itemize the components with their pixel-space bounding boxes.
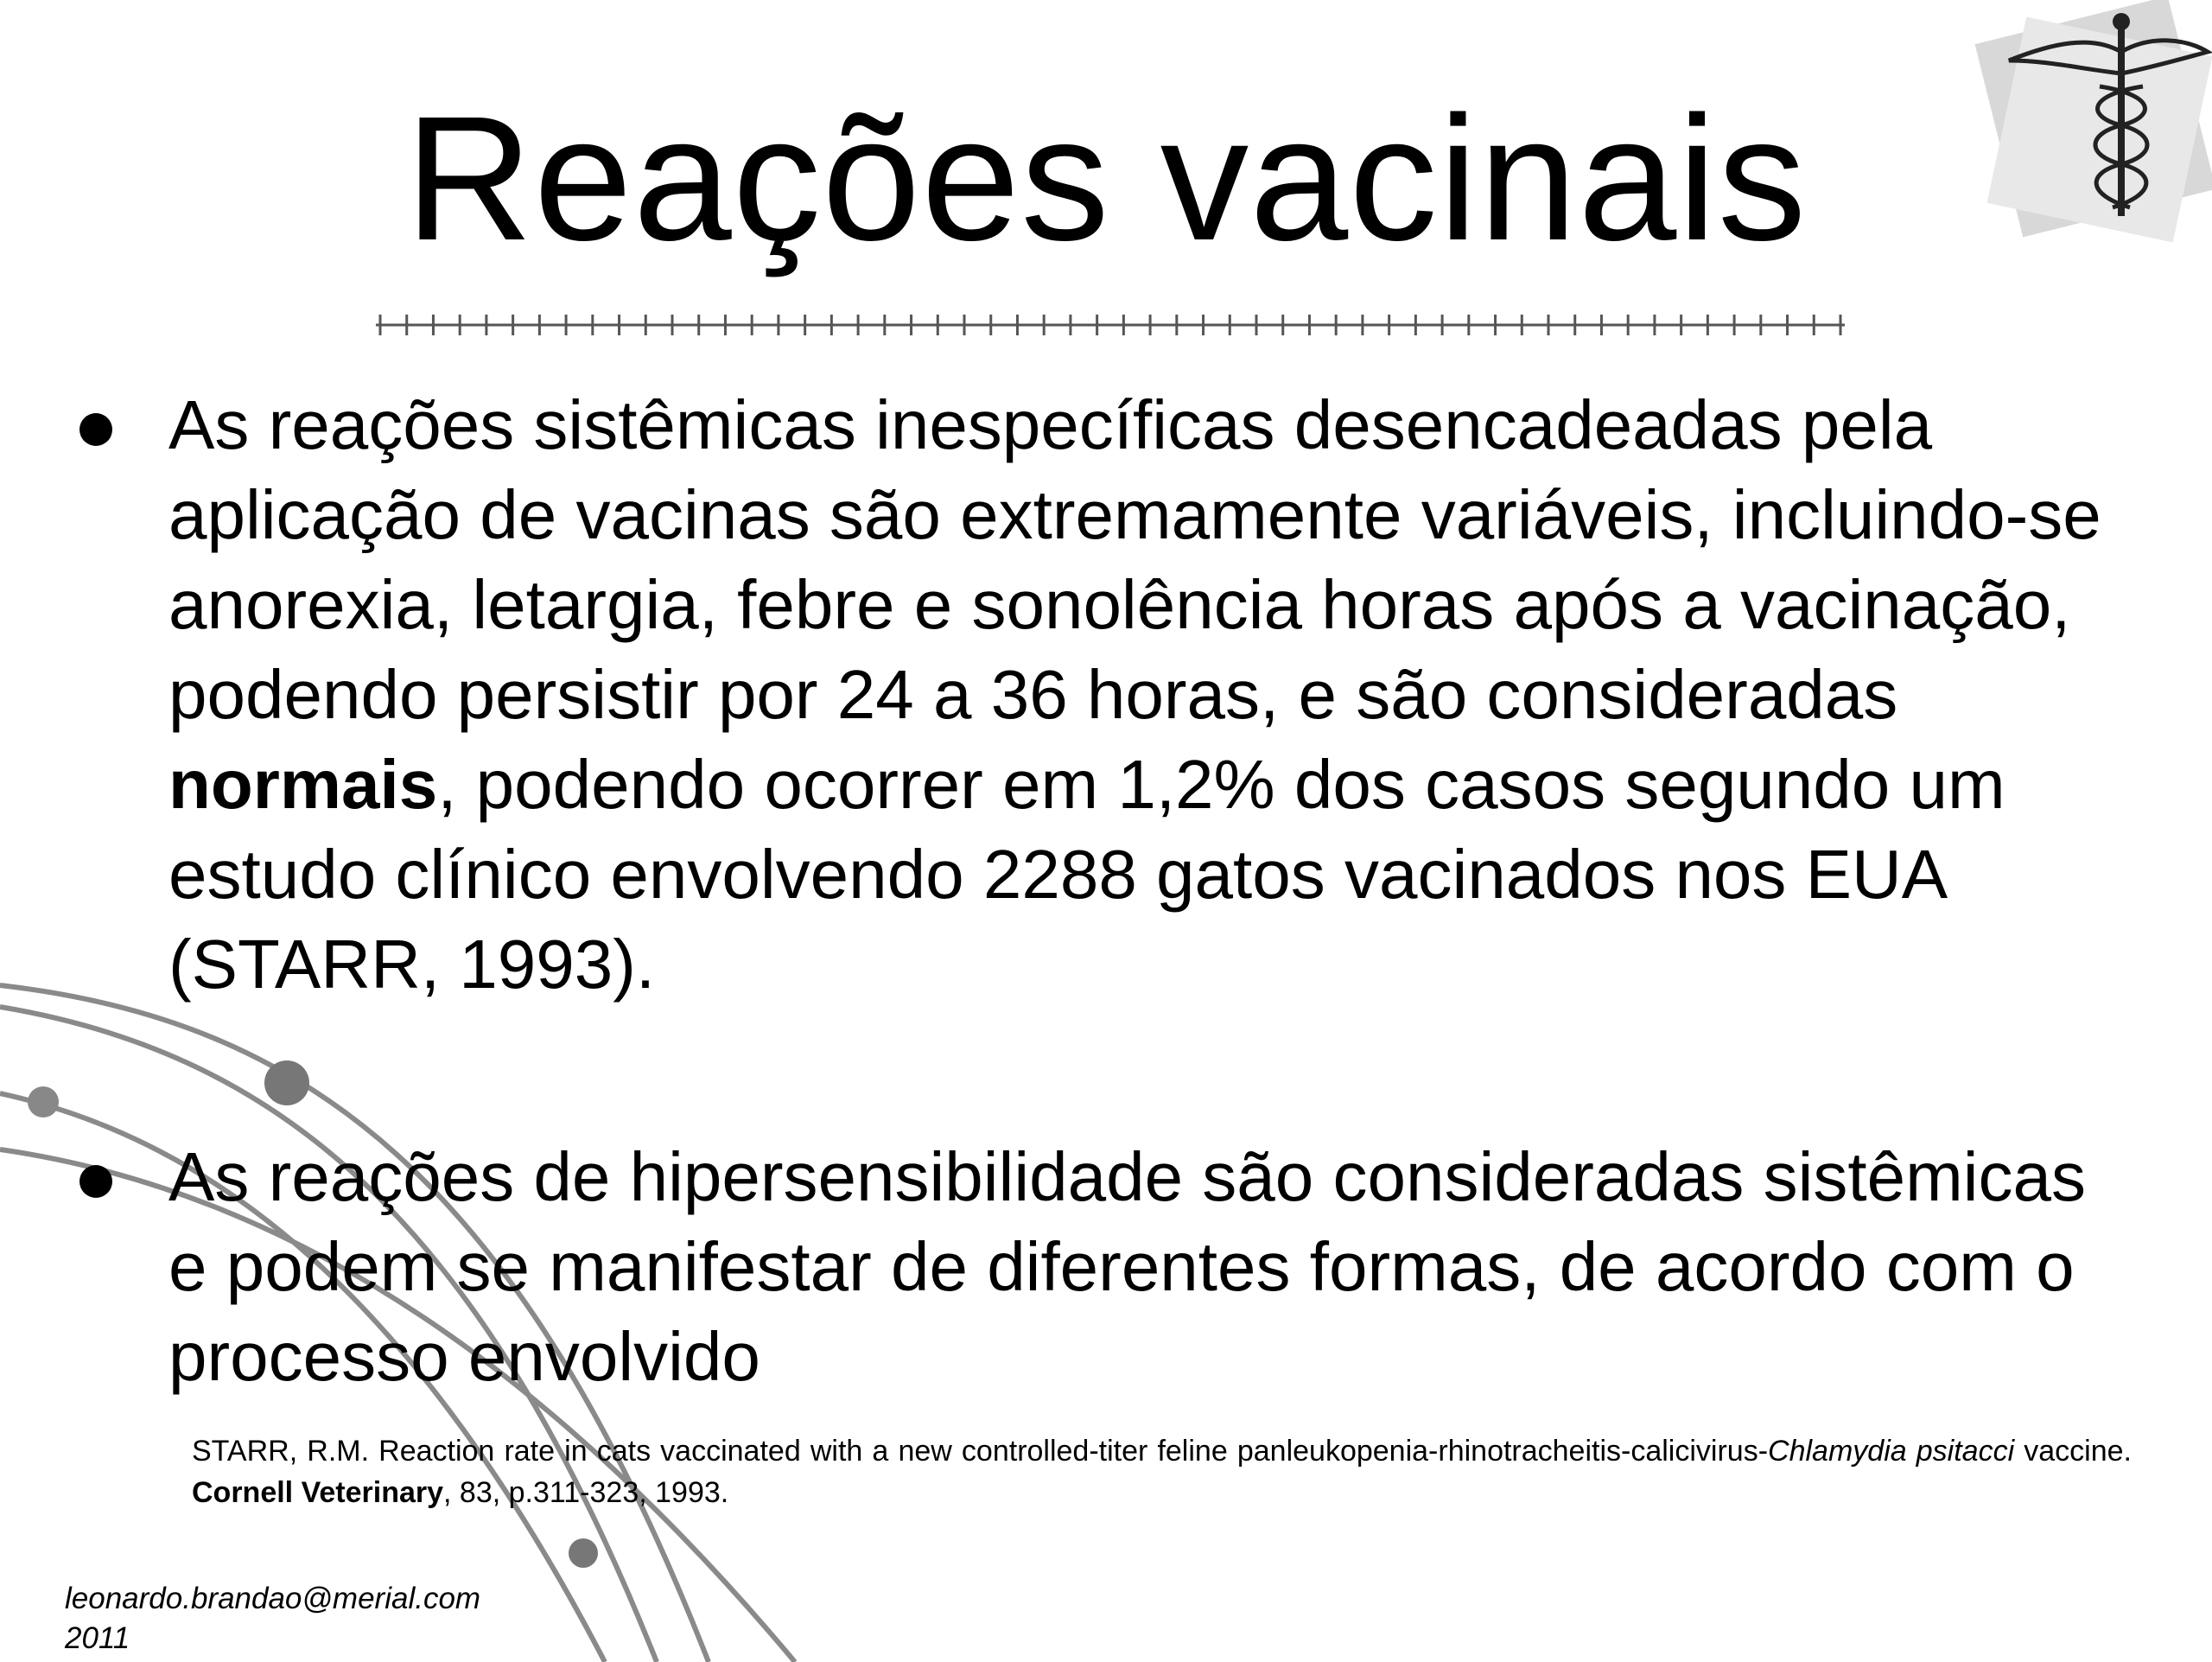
reference-volume-pages: , 83, p.311-323, 1993. bbox=[443, 1476, 729, 1509]
bibliographic-reference bbox=[192, 1430, 2132, 1513]
footer-email: leonardo.brandao@merial.com bbox=[65, 1582, 481, 1615]
bullet-dot bbox=[79, 413, 112, 446]
bullet-item-systemic-reactions bbox=[168, 380, 2113, 1009]
bullet-dot bbox=[79, 1165, 112, 1198]
reference-text: vaccine. bbox=[2014, 1435, 2132, 1468]
bullet-text-continued: , podendo ocorrer em 1,2% dos casos segundo um estudo clínico envolvendo 2288 gatos vacinados nos EUA (STARR, 1993). bbox=[168, 746, 2005, 1003]
reference-journal: Cornell Veterinary bbox=[192, 1476, 444, 1509]
bullet-text: As reações de hipersensibilidade são consideradas sistêmicas e podem se manifestar de diferentes formas, de acordo com o processo envolvido bbox=[168, 1138, 2086, 1395]
title-divider bbox=[376, 309, 1845, 341]
decor-dot-small bbox=[28, 1086, 59, 1118]
bullet-item-hypersensitivity bbox=[168, 1132, 2113, 1402]
page-title: Reações vacinais bbox=[404, 80, 1808, 277]
bullet-text: As reações sistêmicas inespecíficas desencadeadas pela aplicação de vacinas são extremamente variáveis, incluindo-se anorexia, letargia, febre e sonolência horas após a vacinação, podendo persistir por 24 a 36 horas, e são consideradas bbox=[168, 386, 2101, 733]
bullet-bold-word: normais bbox=[168, 746, 438, 823]
decor-dot-bottom bbox=[569, 1538, 598, 1568]
footer-year: 2011 bbox=[65, 1621, 130, 1655]
reference-species: Chlamydia psitacci bbox=[1768, 1435, 2015, 1468]
decor-dot-large bbox=[264, 1060, 309, 1105]
reference-authors-title: STARR, R.M. Reaction rate in cats vaccinated with a new controlled-titer feline panleukopenia-rhinotracheitis-calicivirus- bbox=[192, 1435, 1769, 1468]
